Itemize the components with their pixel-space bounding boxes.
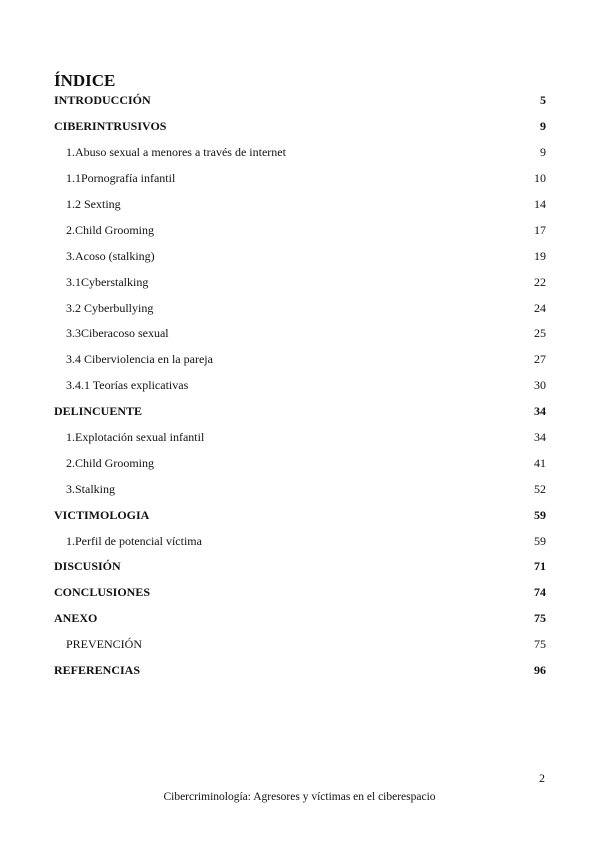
toc-entry[interactable]: [54, 269, 546, 295]
toc-entry-page: 34: [534, 404, 546, 419]
toc-entry-label: 3.Stalking: [66, 481, 116, 496]
toc-entry-page: 9: [540, 145, 546, 160]
toc-entry-label: PREVENCIÓN: [66, 637, 143, 652]
toc-entry-label: 3.4.1 Teorías explicativas: [66, 378, 189, 393]
toc-entry[interactable]: [54, 476, 546, 502]
toc-entry-page: 17: [534, 222, 546, 237]
toc-entry[interactable]: [54, 528, 546, 554]
footer-text: Cibercriminología: Agresores y víctimas en el ciberespacio: [163, 791, 436, 803]
toc-entry[interactable]: [54, 88, 546, 114]
toc-entry-label: 3.Acoso (stalking): [66, 248, 155, 263]
toc-entry-page: 34: [534, 430, 546, 445]
toc-entry-label: 1.Abuso sexual a menores a través de internet: [66, 145, 286, 160]
toc-entry-label: 3.1Cyberstalking: [66, 274, 149, 289]
toc-entry[interactable]: [54, 192, 546, 218]
toc-entry-label: 1.1Pornografía infantil: [66, 171, 176, 186]
toc-entry-label: 1.2 Sexting: [66, 197, 121, 211]
toc-entry[interactable]: [54, 243, 546, 269]
toc-entry-label: CONCLUSIONES: [54, 585, 151, 600]
toc-entry-page: 22: [534, 274, 546, 289]
toc-entry[interactable]: [54, 140, 546, 166]
page-number: 2: [539, 771, 545, 785]
toc-entry-page: 9: [540, 119, 546, 134]
toc-entry-label: 3.2 Cyberbullying: [66, 300, 154, 315]
toc-entry[interactable]: [54, 425, 546, 451]
toc-entry-label: CIBERINTRUSIVOS: [54, 119, 167, 134]
toc-entry-label: VICTIMOLOGIA: [54, 507, 150, 522]
toc-entry-page: 10: [534, 171, 546, 186]
toc-entry-label: INTRODUCCIÓN: [54, 93, 151, 108]
toc-entry[interactable]: [54, 580, 546, 606]
toc-entry-label: REFERENCIAS: [54, 663, 141, 678]
toc-entry-label: ANEXO: [54, 611, 98, 626]
toc-entry[interactable]: [54, 606, 546, 632]
toc-entry-page: 19: [534, 248, 546, 263]
toc-entry-label: 2.Child Grooming: [66, 222, 155, 237]
toc-entry-label: DELINCUENTE: [54, 404, 143, 419]
toc-entry-label: 2.Child Grooming: [66, 455, 155, 470]
toc-entry[interactable]: [54, 632, 546, 658]
toc-entry[interactable]: [54, 295, 546, 321]
toc-entry-page: 75: [534, 637, 546, 652]
toc-entry-page: 41: [534, 455, 546, 470]
toc-entry-label: 3.4 Ciberviolencia en la pareja: [66, 352, 213, 367]
toc-entry-page: 25: [534, 326, 546, 341]
toc-entry[interactable]: [54, 373, 546, 399]
toc-entry[interactable]: [54, 554, 546, 580]
toc-entry[interactable]: [54, 502, 546, 528]
toc-entry[interactable]: [54, 114, 546, 140]
toc-entry-page: 5: [540, 93, 546, 108]
toc-entry-page: 14: [534, 197, 546, 211]
toc-entry[interactable]: [54, 166, 546, 192]
toc-entry-page: 30: [534, 378, 546, 393]
toc-entry[interactable]: [54, 450, 546, 476]
table-of-contents: [54, 88, 546, 683]
toc-entry-page: 59: [534, 507, 546, 522]
toc-entry-label: DISCUSIÓN: [54, 559, 121, 574]
toc-entry-page: 96: [534, 663, 546, 678]
toc-entry[interactable]: [54, 347, 546, 373]
toc-entry-page: 59: [534, 533, 546, 548]
toc-entry-page: 24: [534, 300, 546, 315]
toc-entry-label: 3.3Ciberacoso sexual: [66, 326, 169, 341]
toc-entry-page: 71: [534, 559, 546, 574]
toc-entry-page: 74: [534, 585, 546, 600]
toc-entry-label: 1.Explotación sexual infantil: [66, 430, 205, 445]
toc-entry[interactable]: [54, 321, 546, 347]
toc-entry-label: 1.Perfil de potencial víctima: [66, 533, 202, 548]
page-title: ÍNDICE: [54, 71, 116, 90]
toc-entry[interactable]: [54, 658, 546, 684]
toc-entry[interactable]: [54, 399, 546, 425]
toc-entry-page: 27: [534, 352, 546, 367]
toc-entry-page: 75: [534, 611, 546, 626]
toc-entry[interactable]: [54, 217, 546, 243]
toc-entry-page: 52: [534, 481, 546, 496]
